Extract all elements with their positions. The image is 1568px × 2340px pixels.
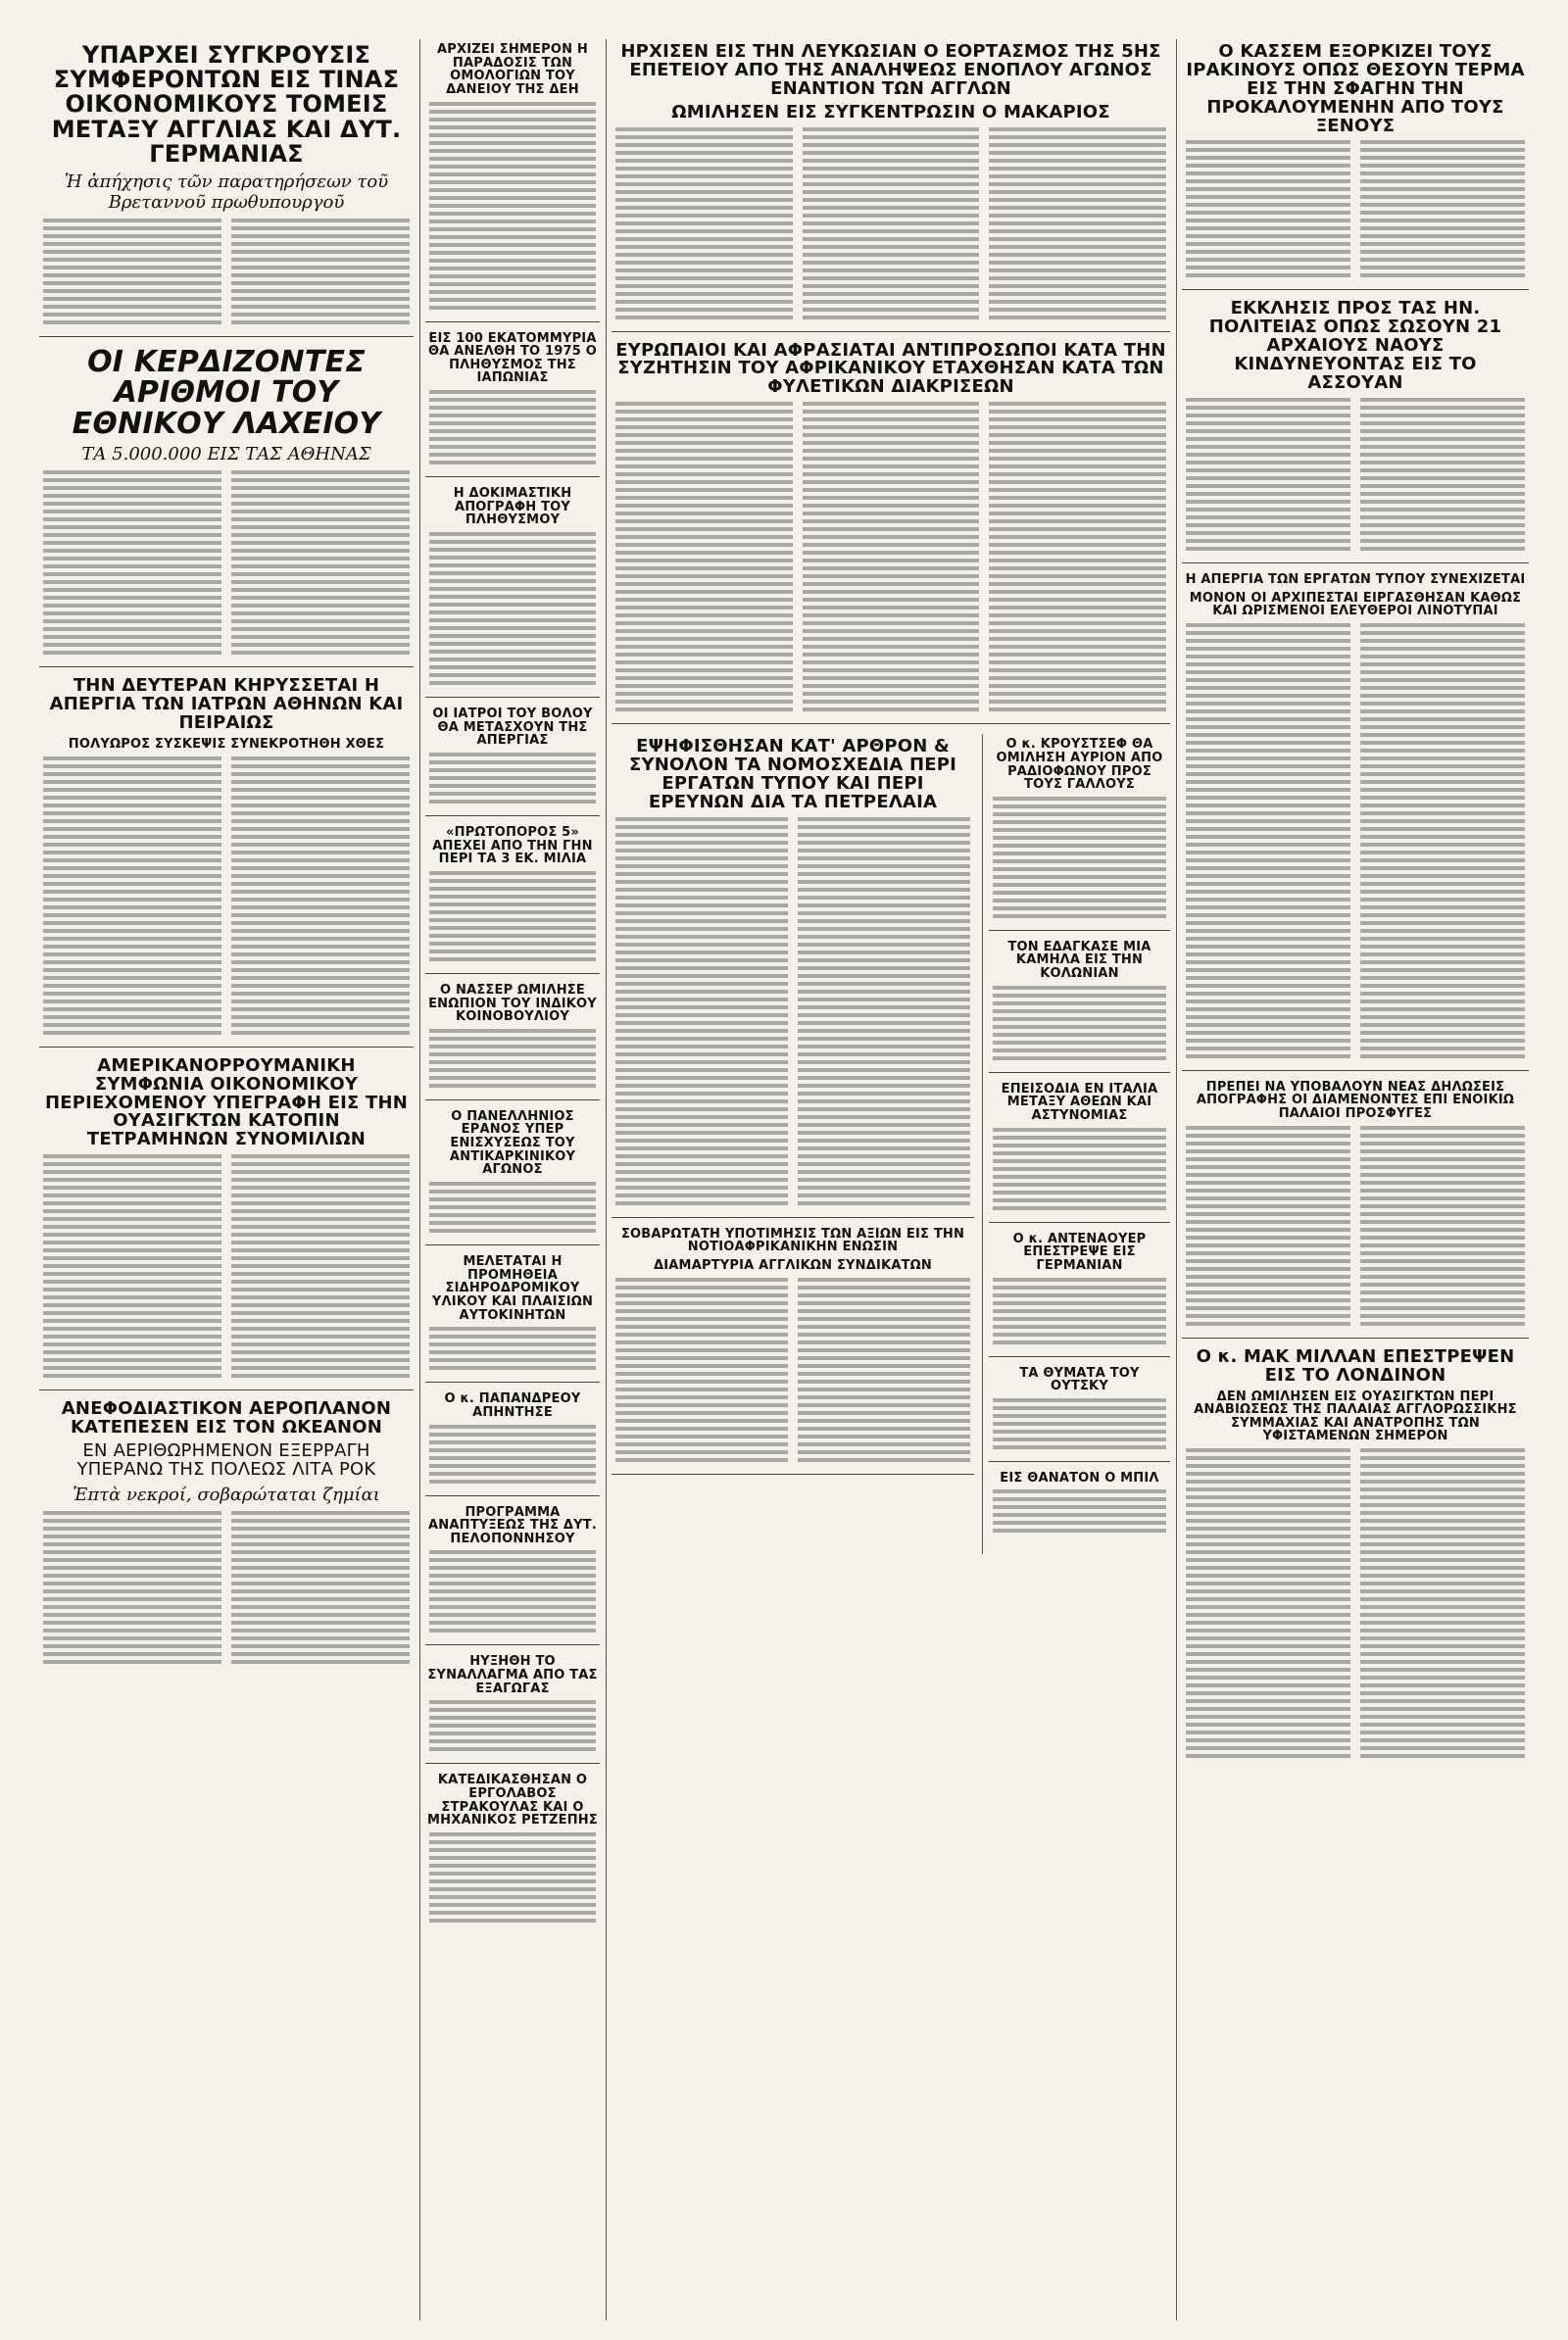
lower-section — [612, 734, 1170, 1554]
headline: ΕΠΕΙΣΟΔΙΑ ΕΝ ΙΤΑΛΙΑ ΜΕΤΑΞΥ ΑΘΕΩΝ ΚΑΙ ΑΣΤΥΝΟΜΙΑΣ — [1001, 1081, 1158, 1123]
article-body — [993, 1489, 1166, 1533]
article-body — [615, 817, 970, 1209]
article — [425, 707, 600, 816]
article-body — [43, 756, 410, 1039]
headline: ΤΟΝ ΕΔΑΓΚΑΣΕ ΜΙΑ ΚΑΜΗΛΑ ΕΙΣ ΤΗΝ ΚΟΛΩΝΙΑΝ — [1007, 939, 1152, 982]
article — [989, 1233, 1170, 1357]
column-rule — [1176, 39, 1177, 2320]
article — [612, 339, 1170, 725]
headline: ΤΑ ΘΥΜΑΤΑ ΤΟΥ ΟΥΤΣΚΥ — [1019, 1365, 1140, 1394]
article-body — [615, 127, 1166, 323]
article-body — [993, 1128, 1166, 1210]
headline: Ο κ. ΠΑΠΑΝΔΡΕΟΥ ΑΠΗΝΤΗΣΕ — [444, 1391, 581, 1420]
headline: ΕΙΣ ΘΑΝΑΤΟΝ Ο ΜΠΙΛ — [1000, 1470, 1159, 1486]
headline: ΗΡΧΙΣΕΝ ΕΙΣ ΤΗΝ ΛΕΥΚΩΣΙΑΝ Ο ΕΟΡΤΑΣΜΟΣ ΤΗΣ 5ΗΣ ΕΠΕΤΕΙΟΥ ΑΠΟ ΤΗΣ ΑΝΑΛΗΨΕΩΣ ΕΝΟΠΛΟΥ ΑΓΩΝΟΣ ΕΝΑΝΤΙΟΝ ΤΩΝ ΑΓΓΛΩΝ — [620, 41, 1161, 99]
article — [425, 1392, 600, 1495]
article — [39, 677, 414, 1047]
article — [989, 738, 1170, 931]
subheadline: Ἑπτὰ νεκροί, σοβαρώταται ζημίαι — [73, 1484, 380, 1505]
article — [1182, 1081, 1529, 1339]
article-body — [993, 1278, 1166, 1344]
headline: Ο ΠΑΝΕΛΛΗΝΙΟΣ ΕΡΑΝΟΣ ΥΠΕΡ ΕΝΙΣΧΥΣΕΩΣ ΤΟΥ ΑΝΤΙΚΑΡΚΙΝΙΚΟΥ ΑΓΩΝΟΣ — [449, 1108, 576, 1178]
headline: ΑΜΕΡΙΚΑΝΟΡΡΟΥΜΑΝΙΚΗ ΣΥΜΦΩΝΙΑ ΟΙΚΟΝΟΜΙΚΟΥ ΠΕΡΙΕΧΟΜΕΝΟΥ ΥΠΕΓΡΑΦΗ ΕΙΣ ΤΗΝ ΟΥΑΣΙΓΚΤΩΝ ΚΑΤΟΠΙΝ ΤΕΤΡΑΜΗΝΩΝ ΣΥΝΟΜΙΛΙΩΝ — [45, 1054, 408, 1150]
article-body — [43, 1154, 410, 1382]
article-body — [615, 402, 1166, 715]
headline: ΤΗΝ ΔΕΥΤΕΡΑΝ ΚΗΡΥΣΣΕΤΑΙ Η ΑΠΕΡΓΙΑ ΤΩΝ ΙΑΤΡΩΝ ΑΘΗΝΩΝ ΚΑΙ ΠΕΙΡΑΙΩΣ — [49, 675, 404, 734]
article — [39, 1054, 414, 1390]
article — [989, 1367, 1170, 1462]
headline: ΣΟΒΑΡΩΤΑΤΗ ΥΠΟΤΙΜΗΣΙΣ ΤΩΝ ΑΞΙΩΝ ΕΙΣ ΤΗΝ ΝΟΤΙΟΑΦΡΙΚΑΝΙΚΗΝ ΕΝΩΣΙΝ — [620, 1226, 965, 1255]
headline: ΜΕΛΕΤΑΤΑΙ Η ΠΡΟΜΗΘΕΙΑ ΣΙΔΗΡΟΔΡΟΜΙΚΟΥ ΥΛΙΚΟΥ ΚΑΙ ΠΛΑΙΣΙΩΝ ΑΥΤΟΚΙΝΗΤΩΝ — [431, 1254, 594, 1323]
headline: Ο ΝΑΣΣΕΡ ΩΜΙΛΗΣΕ ΕΝΩΠΙΟΝ ΤΟΥ ΙΝΔΙΚΟΥ ΚΟΙΝΟΒΟΥΛΙΟΥ — [428, 982, 597, 1025]
article-body — [429, 1832, 596, 1923]
article-body — [429, 1327, 596, 1370]
headline: ΥΠΑΡΧΕΙ ΣΥΓΚΡΟΥΣΙΣ ΣΥΜΦΕΡΟΝΤΩΝ ΕΙΣ ΤΙΝΑΣ ΟΙΚΟΝΟΜΙΚΟΥΣ ΤΟΜΕΙΣ ΜΕΤΑΞΥ ΑΓΓΛΙΑΣ ΚΑΙ ΔΥΤ. ΓΕΡΜΑΝΙΑΣ — [51, 41, 402, 168]
subheadline: ΠΟΛΥΩΡΟΣ ΣΥΣΚΕΨΙΣ ΣΥΝΕΚΡΟΤΗΘΗ ΧΘΕΣ — [68, 737, 385, 753]
article — [425, 332, 600, 478]
article-body — [993, 1398, 1166, 1449]
article-body — [43, 219, 410, 328]
headline: Ο κ. ΑΝΤΕΝΑΟΥΕΡ ΕΠΕΣΤΡΕΨΕ ΕΙΣ ΓΕΡΜΑΝΙΑΝ — [1012, 1231, 1147, 1273]
article-body — [429, 1029, 596, 1088]
article — [989, 1472, 1170, 1545]
headline: ΑΡΧΙΖΕΙ ΣΗΜΕΡΟΝ Η ΠΑΡΑΔΟΣΙΣ ΤΩΝ ΟΜΟΛΟΓΙΩΝ ΤΟΥ ΔΑΝΕΙΟΥ ΤΗΣ ΔΕΗ — [437, 42, 588, 97]
article — [1182, 573, 1529, 1071]
article — [612, 738, 974, 1218]
article — [1182, 300, 1529, 562]
headline: «ΠΡΩΤΟΠΟΡΟΣ 5» ΑΠΕΧΕΙ ΑΠΟ ΤΗΝ ΓΗΝ ΠΕΡΙ ΤΑ 3 ΕΚ. ΜΙΛΙΑ — [432, 824, 593, 867]
article-body — [1186, 1126, 1525, 1330]
article — [425, 1774, 600, 1934]
article-body — [1186, 398, 1525, 555]
column-1 — [39, 39, 414, 2320]
headline: Η ΔΟΚΙΜΑΣΤΙΚΗ ΑΠΟΓΡΑΦΗ ΤΟΥ ΠΛΗΘΥΣΜΟΥ — [453, 486, 572, 528]
article — [425, 1506, 600, 1646]
article-body — [429, 1700, 596, 1751]
headline: ΕΚΚΛΗΣΙΣ ΠΡΟΣ ΤΑΣ ΗΝ. ΠΟΛΙΤΕΙΑΣ ΟΠΩΣ ΣΩΣΟΥΝ 21 ΑΡΧΑΙΟΥΣ ΝΑΟΥΣ ΚΙΝΔΥΝΕΥΟΝΤΑΣ ΕΙΣ ΤΟ ΑΣΣΟΥΑΝ — [1208, 298, 1502, 394]
article — [425, 487, 600, 698]
article — [612, 1228, 974, 1475]
lower-right — [982, 734, 1170, 1554]
lower-left — [612, 734, 974, 1554]
subheadline: Ἡ ἀπήχησις τῶν παρατηρήσεων τοῦ Βρεταννοῦ πρωθυπουργοῦ — [64, 171, 389, 213]
article — [39, 344, 414, 668]
column-rule — [419, 39, 420, 2320]
headline: ΕΥΡΩΠΑΙΟΙ ΚΑΙ ΑΦΡΑΣΙΑΤΑΙ ΑΝΤΙΠΡΟΣΩΠΟΙ ΚΑΤΑ ΤΗΝ ΣΥΖΗΤΗΣΙΝ ΤΟΥ ΑΦΡΙΚΑΝΙΚΟΥ ΕΤΑΧΘΗΣΑΝ ΚΑΤΑ ΤΩΝ ΦΥΛΕΤΙΚΩΝ ΔΙΑΚΡΙΣΕΩΝ — [615, 339, 1166, 398]
headline-secondary: ΕΝ ΑΕΡΙΘΩΡΗΜΕΝΟΝ ΕΞΕΡΡΑΓΗ ΥΠΕΡΑΝΩ ΤΗΣ ΠΟΛΕΩΣ ΛΙΤΑ ΡΟΚ — [76, 1439, 376, 1480]
article — [425, 43, 600, 322]
headline: ΟΙ ΙΑΤΡΟΙ ΤΟΥ ΒΟΛΟΥ ΘΑ ΜΕΤΑΣΧΟΥΝ ΤΗΣ ΑΠΕΡΓΙΑΣ — [432, 707, 593, 749]
article-body — [43, 1511, 410, 1668]
article — [612, 43, 1170, 332]
article-body — [429, 1182, 596, 1233]
article-body — [615, 1278, 970, 1466]
column-2 — [425, 39, 600, 2320]
article — [1182, 1345, 1529, 1770]
article-body — [429, 1425, 596, 1484]
subheadline: ΔΕΝ ΩΜΙΛΗΣΕΝ ΕΙΣ ΟΥΑΣΙΓΚΤΩΝ ΠΕΡΙ ΑΝΑΒΙΩΣΕΩΣ ΤΗΣ ΠΑΛΑΙΑΣ ΑΓΓΛΟΡΩΣΣΙΚΗΣ ΣΥΜΜΑΧΙΑΣ ΚΑΙ ΑΝΑΤΡΟΠΗΣ ΤΩΝ ΥΦΙΣΤΑΜΕΝΩΝ ΣΗΜΕΡΟΝ — [1194, 1389, 1517, 1444]
headline: Η ΑΠΕΡΓΙΑ ΤΩΝ ΕΡΓΑΤΩΝ ΤΥΠΟΥ ΣΥΝΕΧΙΖΕΤΑΙ — [1185, 571, 1526, 587]
article — [989, 941, 1170, 1073]
headline: ΗΥΞΗΘΗ ΤΟ ΣΥΝΑΛΛΑΓΜΑ ΑΠΟ ΤΑΣ ΕΞΑΓΩΓΑΣ — [427, 1654, 598, 1696]
article — [39, 1400, 414, 1676]
column-rule — [606, 39, 607, 2320]
article-body — [429, 753, 596, 804]
article-body — [429, 532, 596, 685]
column-3 — [612, 39, 1170, 2320]
headline: Ο κ. ΜΑΚ ΜΙΛΛΑΝ ΕΠΕΣΤΡΕΨΕΝ ΕΙΣ ΤΟ ΛΟΝΔΙΝΟΝ — [1196, 1345, 1515, 1386]
article-body — [1186, 1448, 1525, 1762]
article-body — [429, 871, 596, 961]
article — [989, 1083, 1170, 1223]
article — [39, 43, 414, 337]
headline: ΕΨΗΦΙΣΘΗΣΑΝ ΚΑΤ' ΑΡΘΡΟΝ & ΣΥΝΟΛΟΝ ΤΑ ΝΟΜΟΣΧΕΔΙΑ ΠΕΡΙ ΕΡΓΑΤΩΝ ΤΥΠΟΥ ΚΑΙ ΠΕΡΙ ΕΡΕΥΝΩΝ ΔΙΑ ΤΑ ΠΕΤΡΕΛΑΙΑ — [628, 736, 957, 812]
subheadline: ΜΟΝΟΝ ΟΙ ΑΡΧΙΠΕΣΤΑΙ ΕΙΡΓΑΣΘΗΣΑΝ ΚΑΘΩΣ ΚΑΙ ΩΡΙΣΜΕΝΟΙ ΕΛΕΥΘΕΡΟΙ ΛΙΝΟΤΥΠΑΙ — [1189, 590, 1522, 619]
article — [425, 984, 600, 1100]
headline: ΠΡΟΓΡΑΜΜΑ ΑΝΑΠΤΥΞΕΩΣ ΤΗΣ ΔΥΤ. ΠΕΛΟΠΟΝΝΗΣΟΥ — [428, 1504, 597, 1546]
subheadline: ΩΜΙΛΗΣΕΝ ΕΙΣ ΣΥΓΚΕΝΤΡΩΣΙΝ Ο ΜΑΚΑΡΙΟΣ — [671, 101, 1110, 122]
headline: ΚΑΤΕΔΙΚΑΣΘΗΣΑΝ Ο ΕΡΓΟΛΑΒΟΣ ΣΤΡΑΚΟΥΛΑΣ ΚΑΙ Ο ΜΗΧΑΝΙΚΟΣ ΡΕΤΖΕΠΗΣ — [427, 1773, 598, 1828]
article — [425, 1110, 600, 1245]
article — [425, 826, 600, 974]
article-body — [993, 986, 1166, 1060]
article-body — [993, 797, 1166, 918]
subheadline: ΤΑ 5.000.000 ΕΙΣ ΤΑΣ ΑΘΗΝΑΣ — [81, 444, 371, 465]
article — [425, 1255, 600, 1383]
article — [1182, 43, 1529, 290]
column-4 — [1182, 39, 1529, 2320]
article-body — [429, 102, 596, 310]
headline: ΑΝΕΦΟΔΙΑΣΤΙΚΟΝ ΑΕΡΟΠΛΑΝΟΝ ΚΑΤΕΠΕΣΕΝ ΕΙΣ ΤΟΝ ΩΚΕΑΝΟΝ — [61, 1398, 392, 1438]
headline: ΕΙΣ 100 ΕΚΑΤΟΜΜΥΡΙΑ ΘΑ ΑΝΕΛΘΗ ΤΟ 1975 Ο ΠΛΗΘΥΣΜΟΣ ΤΗΣ ΙΑΠΩΝΙΑΣ — [428, 330, 597, 386]
article — [425, 1655, 600, 1764]
article-body — [1186, 140, 1525, 281]
article-body — [1186, 623, 1525, 1062]
article-body — [429, 390, 596, 464]
headline: Ο κ. ΚΡΟΥΣΤΣΕΦ ΘΑ ΟΜΙΛΗΣΗ ΑΥΡΙΟΝ ΑΠΟ ΡΑΔΙΟΦΩΝΟΥ ΠΡΟΣ ΤΟΥΣ ΓΑΛΛΟΥΣ — [996, 737, 1163, 793]
headline: ΟΙ ΚΕΡΔΙΖΟΝΤΕΣ ΑΡΙΘΜΟΙ ΤΟΥ ΕΘΝΙΚΟΥ ΛΑΧΕΙΟΥ — [72, 344, 381, 441]
subheadline: ΔΙΑΜΑΡΤΥΡΙΑ ΑΓΓΛΙΚΩΝ ΣΥΝΔΙΚΑΤΩΝ — [654, 1258, 932, 1274]
headline: ΠΡΕΠΕΙ ΝΑ ΥΠΟΒΑΛΟΥΝ ΝΕΑΣ ΔΗΛΩΣΕΙΣ ΑΠΟΓΡΑΦΗΣ ΟΙ ΔΙΑΜΕΝΟΝΤΕΣ ΕΠΙ ΕΝΟΙΚΙΩ ΠΑΛΑΙΟΙ ΠΡΟΣΦΥΓΕΣ — [1196, 1079, 1515, 1122]
headline: Ο ΚΑΣΣΕΜ ΕΞΟΡΚΙΖΕΙ ΤΟΥΣ ΙΡΑΚΙΝΟΥΣ ΟΠΩΣ ΘΕΣΟΥΝ ΤΕΡΜΑ ΕΙΣ ΤΗΝ ΣΦΑΓΗΝ ΤΗΝ ΠΡΟΚΑΛΟΥΜΕΝΗΝ ΑΠΟ ΤΟΥΣ ΞΕΝΟΥΣ — [1186, 41, 1525, 136]
article-body — [429, 1550, 596, 1633]
lottery-numbers — [43, 470, 410, 658]
